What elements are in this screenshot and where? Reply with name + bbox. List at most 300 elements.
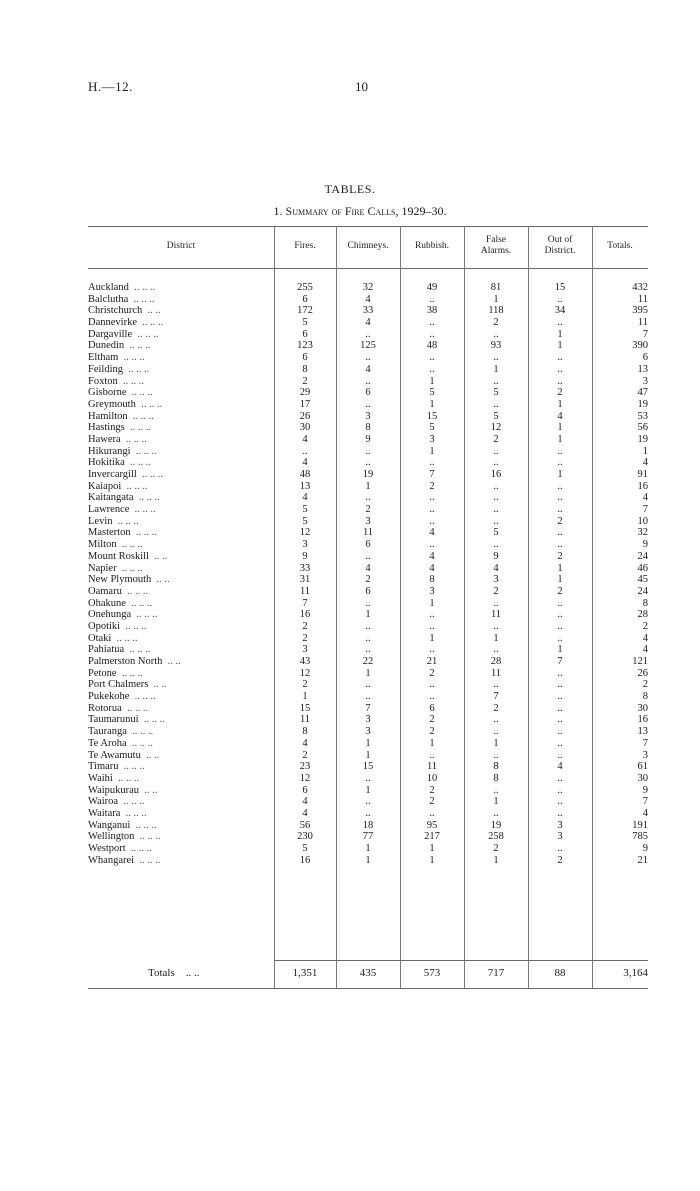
totals-fires: 1,351 bbox=[292, 967, 318, 979]
cell-chimneys: 6 bbox=[365, 539, 371, 551]
cell-chimneys: .. bbox=[365, 796, 371, 808]
cell-out-of-district: .. bbox=[557, 667, 563, 679]
cell-district: Dannevirke .. .. .. bbox=[88, 317, 164, 329]
cell-rubbish: .. bbox=[429, 363, 435, 375]
cell-out-of-district: .. bbox=[557, 317, 563, 329]
cell-district: Invercargill .. .. .. bbox=[88, 469, 164, 480]
cell-fires: 172 bbox=[297, 305, 313, 317]
cell-rubbish: 2 bbox=[429, 667, 435, 679]
leader-dots: .. .. .. bbox=[142, 317, 164, 329]
cell-fires: 9 bbox=[302, 550, 308, 562]
cell-district: Westport .. .. .. bbox=[88, 843, 152, 854]
cell-chimneys: 22 bbox=[362, 656, 374, 667]
cell-fires: 12 bbox=[299, 667, 311, 679]
cell-false-alarms: 16 bbox=[490, 469, 502, 480]
table-row bbox=[0, 305, 700, 317]
cell-total: 7 bbox=[642, 796, 648, 808]
cell-fires: 8 bbox=[302, 726, 308, 738]
leader-dots: .. .. .. bbox=[116, 632, 138, 644]
cell-chimneys: 3 bbox=[365, 410, 371, 422]
cell-fires: 1 bbox=[302, 691, 308, 703]
leader-dots: .. .. .. bbox=[134, 691, 156, 703]
cell-false-alarms: .. bbox=[493, 644, 499, 656]
cell-out-of-district: .. bbox=[557, 457, 563, 469]
leader-dots: .. .. .. bbox=[135, 445, 157, 457]
table-row bbox=[0, 831, 700, 843]
table-row bbox=[0, 773, 700, 785]
totals-row bbox=[0, 966, 700, 980]
leader-dots: .. .. .. bbox=[135, 527, 157, 539]
cell-district: Oamaru .. .. .. bbox=[88, 585, 149, 597]
cell-chimneys: 3 bbox=[365, 515, 371, 527]
cell-total: 4 bbox=[642, 632, 648, 644]
cell-chimneys: .. bbox=[365, 550, 371, 562]
cell-chimneys: 8 bbox=[365, 422, 371, 434]
leader-dots: .. .. .. bbox=[126, 480, 148, 492]
cell-total: 45 bbox=[637, 574, 648, 586]
cell-total: 2 bbox=[642, 620, 648, 632]
cell-out-of-district: .. bbox=[557, 620, 563, 632]
leader-dots: .. .. .. bbox=[134, 504, 156, 516]
cell-rubbish: 11 bbox=[426, 761, 438, 773]
cell-district: Christchurch .. .. bbox=[88, 305, 161, 317]
cell-rubbish: 1 bbox=[429, 597, 435, 609]
cell-fires: 4 bbox=[302, 737, 308, 749]
cell-rubbish: .. bbox=[429, 679, 435, 691]
cell-district: Foxton .. .. .. bbox=[88, 375, 145, 387]
cell-chimneys: 77 bbox=[362, 831, 374, 843]
cell-out-of-district: 34 bbox=[554, 305, 566, 317]
column-header-rubbish: Rubbish. bbox=[414, 241, 450, 251]
leader-dots: .. .. .. bbox=[123, 375, 145, 387]
cell-fires: 11 bbox=[299, 714, 311, 726]
cell-rubbish: 1 bbox=[429, 854, 435, 866]
cell-chimneys: 11 bbox=[362, 527, 374, 539]
cell-total: 10 bbox=[637, 515, 648, 527]
cell-district: Wellington .. .. .. bbox=[88, 831, 161, 843]
cell-chimneys: 1 bbox=[365, 843, 371, 854]
table-row bbox=[0, 340, 700, 352]
cell-false-alarms: 11 bbox=[490, 667, 502, 679]
leader-dots: .. .. .. bbox=[118, 772, 140, 784]
cell-fires: 29 bbox=[299, 387, 311, 399]
cell-chimneys: .. bbox=[365, 398, 371, 410]
cell-rubbish: 48 bbox=[426, 340, 438, 352]
cell-district: Ohakune .. .. .. bbox=[88, 597, 153, 609]
cell-district: Te Aroha .. .. .. bbox=[88, 737, 153, 749]
cell-rubbish: 3 bbox=[429, 585, 435, 597]
table-row bbox=[0, 504, 700, 516]
cell-out-of-district: .. bbox=[557, 691, 563, 703]
cell-total: 2 bbox=[642, 679, 648, 691]
cell-district: Hawera .. .. .. bbox=[88, 433, 147, 445]
cell-out-of-district: .. bbox=[557, 679, 563, 691]
leader-dots: .. .. .. bbox=[133, 293, 155, 305]
leader-dots: .. .. .. bbox=[125, 807, 147, 819]
cell-total: 32 bbox=[637, 527, 648, 539]
cell-fires: 2 bbox=[302, 620, 308, 632]
cell-fires: .. bbox=[302, 445, 308, 457]
cell-district: Waipukurau .. .. bbox=[88, 784, 158, 796]
cell-total: 4 bbox=[642, 807, 648, 819]
cell-district: Whangarei .. .. .. bbox=[88, 854, 161, 866]
cell-district: Greymouth .. .. .. bbox=[88, 398, 163, 410]
cell-rubbish: 4 bbox=[429, 562, 435, 574]
cell-total: 7 bbox=[642, 328, 648, 340]
cell-false-alarms: 2 bbox=[493, 433, 499, 445]
page-number: 10 bbox=[355, 79, 368, 94]
table-row bbox=[0, 516, 700, 528]
cell-chimneys: .. bbox=[365, 445, 371, 457]
leader-dots: .. .. bbox=[144, 784, 158, 796]
cell-total: 91 bbox=[637, 469, 648, 480]
totals-dots: .. .. bbox=[185, 967, 200, 979]
cell-total: 21 bbox=[637, 854, 648, 866]
cell-rubbish: 1 bbox=[429, 375, 435, 387]
cell-fires: 4 bbox=[302, 796, 308, 808]
cell-fires: 5 bbox=[302, 843, 308, 854]
cell-district: Gisborne .. .. .. bbox=[88, 387, 153, 399]
cell-fires: 15 bbox=[299, 702, 311, 714]
cell-total: 7 bbox=[642, 504, 648, 516]
leader-dots: .. .. .. bbox=[123, 761, 145, 773]
cell-rubbish: .. bbox=[429, 539, 435, 551]
cell-fires: 33 bbox=[299, 562, 311, 574]
totals-bottom-rule bbox=[88, 988, 648, 989]
cell-false-alarms: .. bbox=[493, 679, 499, 691]
cell-out-of-district: 1 bbox=[557, 433, 563, 445]
cell-fires: 16 bbox=[299, 609, 311, 621]
table-row bbox=[0, 352, 700, 364]
cell-rubbish: 3 bbox=[429, 433, 435, 445]
cell-false-alarms: 19 bbox=[490, 819, 502, 831]
table-row bbox=[0, 668, 700, 680]
cell-rubbish: .. bbox=[429, 644, 435, 656]
cell-total: 3 bbox=[642, 375, 648, 387]
cell-district: Otaki .. .. .. bbox=[88, 632, 138, 644]
cell-total: 24 bbox=[637, 585, 648, 597]
cell-rubbish: 6 bbox=[429, 702, 435, 714]
table-row bbox=[0, 376, 700, 388]
cell-rubbish: 217 bbox=[424, 831, 440, 843]
cell-chimneys: 1 bbox=[365, 480, 371, 492]
cell-total: 9 bbox=[642, 539, 648, 551]
cell-out-of-district: 3 bbox=[557, 831, 563, 843]
cell-false-alarms: 5 bbox=[493, 527, 499, 539]
table-row bbox=[0, 574, 700, 586]
table-row bbox=[0, 633, 700, 645]
cell-chimneys: 19 bbox=[362, 469, 374, 480]
cell-district: Wanganui .. .. .. bbox=[88, 819, 157, 831]
cell-chimneys: 18 bbox=[362, 819, 374, 831]
leader-dots: .. .. .. bbox=[134, 282, 156, 293]
cell-chimneys: 1 bbox=[365, 749, 371, 761]
leader-dots: .. .. .. bbox=[128, 363, 150, 375]
cell-out-of-district: 2 bbox=[557, 515, 563, 527]
cell-false-alarms: .. bbox=[493, 784, 499, 796]
cell-fires: 4 bbox=[302, 457, 308, 469]
cell-fires: 6 bbox=[302, 352, 308, 364]
cell-fires: 6 bbox=[302, 293, 308, 305]
cell-district: Mount Roskill .. .. bbox=[88, 550, 168, 562]
cell-chimneys: .. bbox=[365, 632, 371, 644]
cell-false-alarms: .. bbox=[493, 328, 499, 340]
table-row bbox=[0, 691, 700, 703]
cell-district: Pahiatua .. .. .. bbox=[88, 644, 151, 656]
leader-dots: .. .. .. bbox=[130, 843, 152, 854]
cell-fires: 230 bbox=[297, 831, 313, 843]
cell-out-of-district: .. bbox=[557, 702, 563, 714]
cell-rubbish: 2 bbox=[429, 480, 435, 492]
cell-chimneys: .. bbox=[365, 807, 371, 819]
cell-chimneys: 1 bbox=[365, 737, 371, 749]
cell-district: Levin .. .. .. bbox=[88, 515, 139, 527]
cell-total: 395 bbox=[632, 305, 648, 317]
cell-out-of-district: 1 bbox=[557, 340, 563, 352]
cell-fires: 2 bbox=[302, 632, 308, 644]
leader-dots: .. .. .. bbox=[129, 340, 151, 352]
cell-fires: 13 bbox=[299, 480, 311, 492]
cell-fires: 2 bbox=[302, 679, 308, 691]
header-top-rule bbox=[88, 226, 648, 227]
cell-out-of-district: 1 bbox=[557, 574, 563, 586]
cell-district: Dargaville .. .. .. bbox=[88, 328, 159, 340]
cell-out-of-district: .. bbox=[557, 784, 563, 796]
table-row bbox=[0, 656, 700, 668]
cell-chimneys: .. bbox=[365, 772, 371, 784]
cell-total: 785 bbox=[632, 831, 648, 843]
cell-chimneys: 4 bbox=[365, 317, 371, 329]
cell-fires: 5 bbox=[302, 317, 308, 329]
cell-out-of-district: 1 bbox=[557, 328, 563, 340]
table-row bbox=[0, 434, 700, 446]
table-row bbox=[0, 282, 700, 294]
leader-dots: .. .. .. bbox=[131, 597, 153, 609]
column-header-out-of-district: Out of District. bbox=[544, 235, 576, 256]
cell-out-of-district: .. bbox=[557, 609, 563, 621]
cell-out-of-district: 2 bbox=[557, 550, 563, 562]
cell-total: 9 bbox=[642, 843, 648, 854]
leader-dots: .. .. .. bbox=[121, 667, 143, 679]
cell-false-alarms: .. bbox=[493, 749, 499, 761]
cell-district: Wairoa .. .. .. bbox=[88, 796, 145, 808]
cell-false-alarms: 1 bbox=[493, 632, 499, 644]
cell-false-alarms: 258 bbox=[488, 831, 504, 843]
table-row bbox=[0, 750, 700, 762]
table-row bbox=[0, 785, 700, 797]
cell-false-alarms: 93 bbox=[490, 340, 502, 352]
cell-false-alarms: 1 bbox=[493, 293, 499, 305]
cell-chimneys: 125 bbox=[360, 340, 376, 352]
cell-false-alarms: .. bbox=[493, 492, 499, 504]
cell-rubbish: 5 bbox=[429, 422, 435, 434]
cell-false-alarms: 1 bbox=[493, 796, 499, 808]
cell-out-of-district: .. bbox=[557, 796, 563, 808]
cell-rubbish: 7 bbox=[429, 469, 435, 480]
table-row bbox=[0, 808, 700, 820]
cell-total: 8 bbox=[642, 597, 648, 609]
cell-chimneys: 6 bbox=[365, 387, 371, 399]
cell-total: 3 bbox=[642, 749, 648, 761]
cell-out-of-district: 2 bbox=[557, 387, 563, 399]
cell-fires: 4 bbox=[302, 433, 308, 445]
table-row bbox=[0, 738, 700, 750]
table-body bbox=[0, 282, 700, 866]
cell-district: Te Awamutu .. .. bbox=[88, 749, 160, 761]
cell-fires: 4 bbox=[302, 807, 308, 819]
cell-chimneys: 9 bbox=[365, 433, 371, 445]
cell-district: Palmerston North .. .. bbox=[88, 656, 181, 667]
cell-false-alarms: 28 bbox=[490, 656, 502, 667]
cell-false-alarms: 2 bbox=[493, 317, 499, 329]
cell-out-of-district: .. bbox=[557, 772, 563, 784]
leader-dots: .. .. .. bbox=[121, 562, 143, 574]
leader-dots: .. .. .. bbox=[132, 726, 154, 738]
cell-false-alarms: 12 bbox=[490, 422, 502, 434]
column-header-district: District bbox=[166, 241, 196, 251]
cell-total: 30 bbox=[637, 772, 648, 784]
table-row bbox=[0, 492, 700, 504]
table-row bbox=[0, 329, 700, 341]
cell-rubbish: 15 bbox=[426, 410, 438, 422]
cell-chimneys: 15 bbox=[362, 761, 374, 773]
cell-total: 56 bbox=[637, 422, 648, 434]
table-row bbox=[0, 469, 700, 481]
cell-fires: 3 bbox=[302, 644, 308, 656]
cell-total: 16 bbox=[637, 480, 648, 492]
cell-rubbish: 5 bbox=[429, 387, 435, 399]
cell-rubbish: .. bbox=[429, 317, 435, 329]
cell-false-alarms: .. bbox=[493, 352, 499, 364]
leader-dots: .. .. .. bbox=[137, 328, 159, 340]
cell-false-alarms: 8 bbox=[493, 772, 499, 784]
cell-fires: 48 bbox=[299, 469, 311, 480]
column-header-chimneys: Chimneys. bbox=[347, 241, 389, 251]
cell-total: 13 bbox=[637, 363, 648, 375]
leader-dots: .. .. bbox=[147, 305, 161, 317]
leader-dots: .. .. .. bbox=[125, 433, 147, 445]
cell-district: Opotiki .. .. .. bbox=[88, 620, 147, 632]
cell-chimneys: 32 bbox=[362, 282, 374, 293]
table-row bbox=[0, 726, 700, 738]
cell-fires: 5 bbox=[302, 504, 308, 516]
totals-label: Totals .. .. bbox=[148, 967, 200, 979]
table-row bbox=[0, 598, 700, 610]
cell-total: 19 bbox=[637, 398, 648, 410]
cell-fires: 123 bbox=[297, 340, 313, 352]
cell-rubbish: .. bbox=[429, 620, 435, 632]
cell-total: 4 bbox=[642, 644, 648, 656]
cell-false-alarms: 3 bbox=[493, 574, 499, 586]
cell-false-alarms: .. bbox=[493, 480, 499, 492]
totals-out-of-district: 88 bbox=[554, 967, 566, 979]
table-row bbox=[0, 539, 700, 551]
cell-chimneys: 4 bbox=[365, 363, 371, 375]
cell-false-alarms: 7 bbox=[493, 691, 499, 703]
cell-false-alarms: .. bbox=[493, 504, 499, 516]
cell-rubbish: .. bbox=[429, 515, 435, 527]
cell-total: 30 bbox=[637, 702, 648, 714]
cell-chimneys: 3 bbox=[365, 714, 371, 726]
cell-fires: 3 bbox=[302, 539, 308, 551]
cell-rubbish: .. bbox=[429, 691, 435, 703]
leader-dots: .. .. .. bbox=[142, 469, 164, 480]
table-row bbox=[0, 317, 700, 329]
cell-rubbish: .. bbox=[429, 293, 435, 305]
leader-dots: .. .. .. bbox=[130, 422, 151, 434]
cell-total: 61 bbox=[637, 761, 648, 773]
cell-chimneys: .. bbox=[365, 644, 371, 656]
cell-rubbish: .. bbox=[429, 807, 435, 819]
cell-rubbish: 2 bbox=[429, 796, 435, 808]
cell-fires: 56 bbox=[299, 819, 311, 831]
cell-out-of-district: .. bbox=[557, 480, 563, 492]
cell-out-of-district: .. bbox=[557, 843, 563, 854]
cell-total: 191 bbox=[632, 819, 648, 831]
table-row bbox=[0, 820, 700, 832]
leader-dots: .. .. .. bbox=[139, 831, 161, 843]
cell-false-alarms: 11 bbox=[490, 609, 502, 621]
cell-total: 47 bbox=[637, 387, 648, 399]
leader-dots: .. .. .. bbox=[131, 387, 153, 399]
cell-false-alarms: .. bbox=[493, 714, 499, 726]
cell-chimneys: 1 bbox=[365, 784, 371, 796]
leader-dots: .. .. .. bbox=[127, 702, 149, 714]
cell-fires: 16 bbox=[299, 854, 311, 866]
cell-false-alarms: .. bbox=[493, 807, 499, 819]
leader-dots: .. .. bbox=[146, 749, 160, 761]
cell-out-of-district: 1 bbox=[557, 562, 563, 574]
cell-false-alarms: .. bbox=[493, 597, 499, 609]
table-title bbox=[0, 204, 700, 219]
cell-out-of-district: .. bbox=[557, 597, 563, 609]
cell-out-of-district: .. bbox=[557, 293, 563, 305]
cell-out-of-district: 1 bbox=[557, 398, 563, 410]
cell-out-of-district: .. bbox=[557, 632, 563, 644]
cell-fires: 43 bbox=[299, 656, 311, 667]
cell-district: Hastings .. .. .. bbox=[88, 422, 151, 434]
leader-dots: .. .. .. bbox=[135, 819, 157, 831]
leader-dots: .. .. .. bbox=[121, 539, 143, 551]
cell-chimneys: 4 bbox=[365, 293, 371, 305]
leader-dots: .. .. .. bbox=[136, 609, 158, 621]
cell-total: 53 bbox=[637, 410, 648, 422]
cell-chimneys: .. bbox=[365, 328, 371, 340]
cell-total: 390 bbox=[632, 340, 648, 352]
cell-false-alarms: .. bbox=[493, 398, 499, 410]
cell-rubbish: 2 bbox=[429, 784, 435, 796]
cell-district: New Plymouth .. .. bbox=[88, 574, 170, 586]
cell-chimneys: .. bbox=[365, 679, 371, 691]
cell-fires: 6 bbox=[302, 328, 308, 340]
cell-chimneys: 6 bbox=[365, 585, 371, 597]
cell-rubbish: .. bbox=[429, 352, 435, 364]
cell-district: Onehunga .. .. .. bbox=[88, 609, 158, 621]
cell-out-of-district: 7 bbox=[557, 656, 563, 667]
cell-out-of-district: 15 bbox=[554, 282, 566, 293]
cell-out-of-district: 1 bbox=[557, 422, 563, 434]
cell-rubbish: 10 bbox=[426, 772, 438, 784]
cell-false-alarms: 2 bbox=[493, 843, 499, 854]
table-row bbox=[0, 551, 700, 563]
cell-fires: 4 bbox=[302, 492, 308, 504]
cell-false-alarms: 1 bbox=[493, 854, 499, 866]
cell-fires: 11 bbox=[299, 585, 311, 597]
table-row bbox=[0, 364, 700, 376]
cell-out-of-district: .. bbox=[557, 363, 563, 375]
table-row bbox=[0, 679, 700, 691]
cell-out-of-district: 2 bbox=[557, 585, 563, 597]
